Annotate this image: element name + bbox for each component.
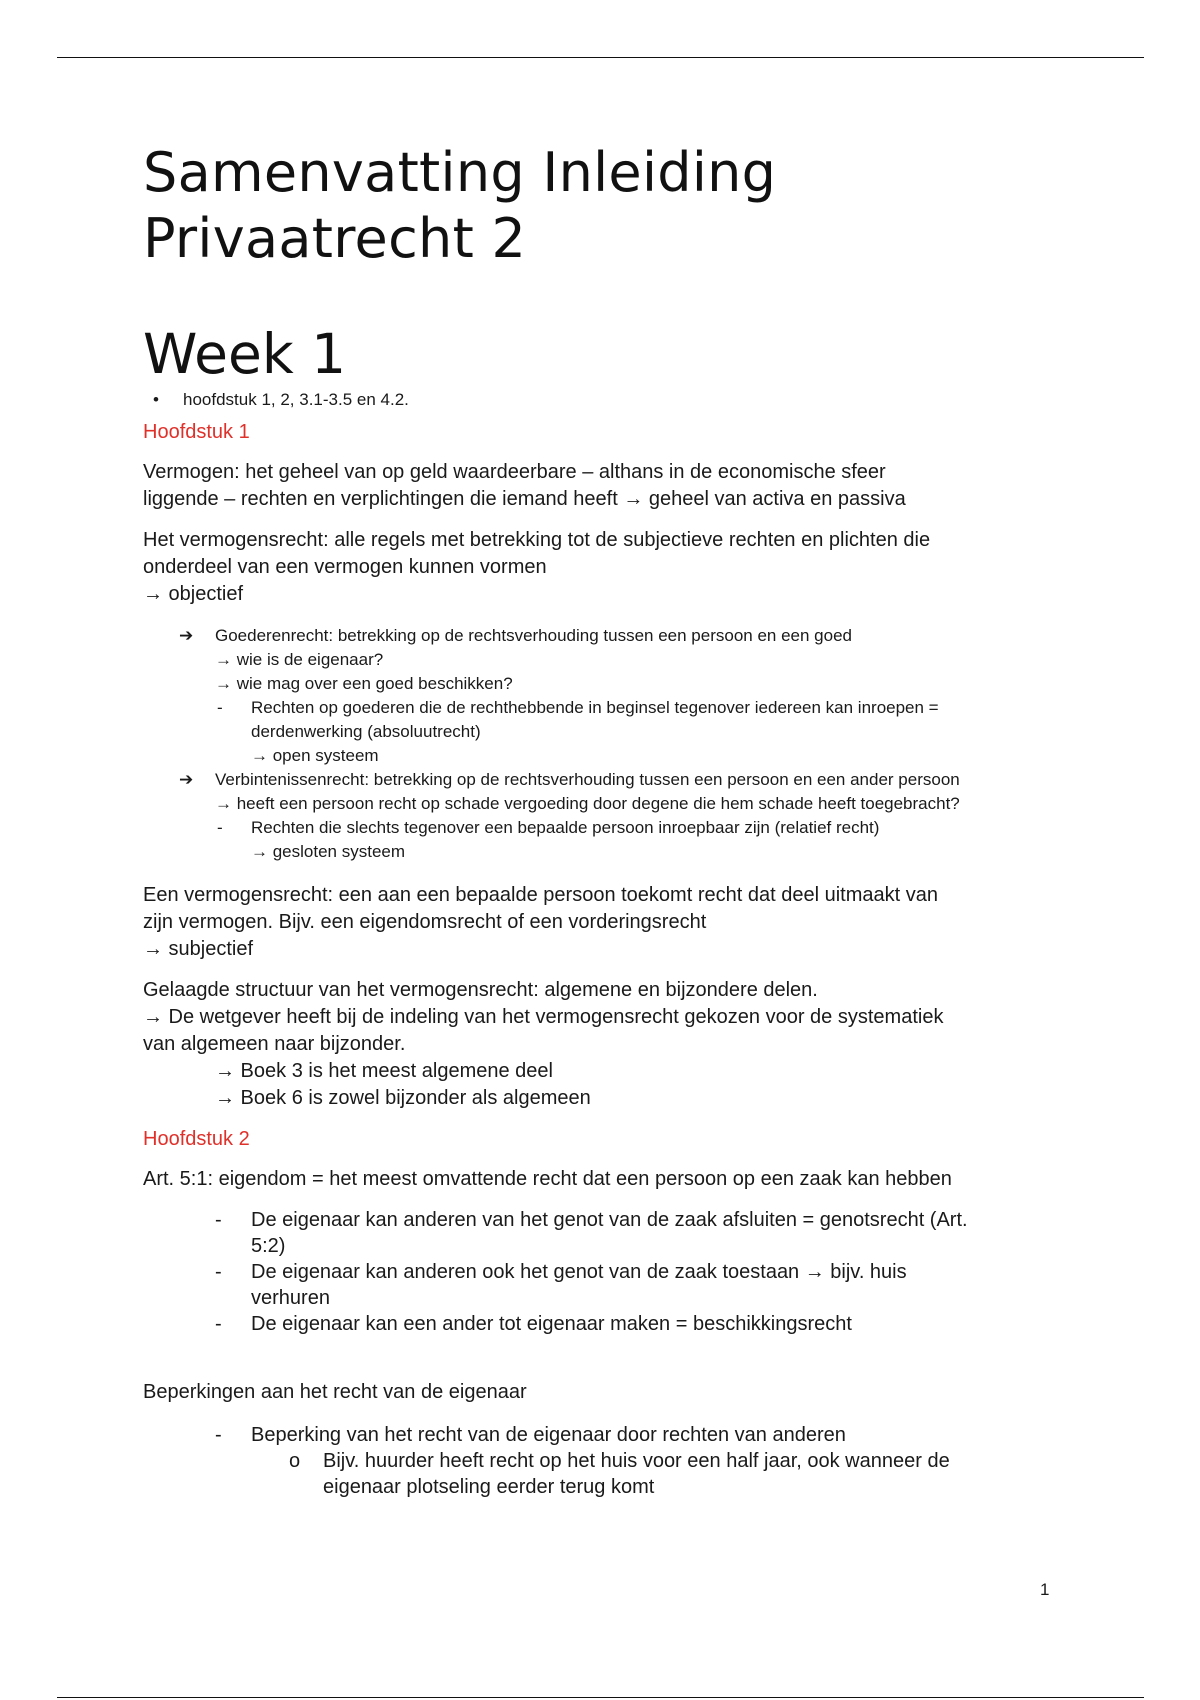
paragraph-gelaagde-structuur: Gelaagde structuur van het vermogensrecht: algemene en bijzondere delen. → De wetgever heeft bij de indeling van het vermogensrecht gekozen voor de systematiek van algemeen naar bijzonder. → Boek 3 is het meest algemene deel → Boek 6 is zowel bijzonder als algemeen xyxy=(143,977,1063,1112)
dash-marker: - xyxy=(215,1313,222,1335)
list-item: - Rechten die slechts tegenover een bepaalde persoon inroepbaar zijn (relatief recht) → gesloten systeem xyxy=(217,818,880,861)
arrow-icon: ➔ xyxy=(179,626,194,645)
week-bullet-list xyxy=(143,388,1063,412)
list-item: → Boek 3 is het meest algemene deel xyxy=(215,1060,553,1082)
list-item-goederenrecht: ➔ Goederenrecht: betrekking op de rechtsverhouding tussen een persoon en een goed xyxy=(143,624,1063,648)
dash-marker: - xyxy=(217,698,223,717)
paragraph-vermogensrecht-objectief: Het vermogensrecht: alle regels met betrekking tot de subjectieve rechten en plichten die onderdeel van een vermogen kunnen vormen → objectief xyxy=(143,529,931,605)
chapter-heading-1: Hoofdstuk 1 xyxy=(143,421,250,443)
list-item: - De eigenaar kan een ander tot eigenaar maken = beschikkingsrecht xyxy=(215,1313,852,1335)
paragraph-beperkingen: Beperkingen aan het recht van de eigenaar xyxy=(143,1381,527,1403)
list-item: - Rechten op goederen die de rechthebbende in beginsel tegenover iedereen kan inroepen = derdenwerking (absoluutrecht) → open systeem xyxy=(217,698,939,765)
paragraph-art-5-1: Art. 5:1: eigendom = het meest omvattende recht dat een persoon op een zaak kan hebben xyxy=(143,1168,952,1190)
paragraph-vermogensrecht-subjectief: Een vermogensrecht: een aan een bepaalde persoon toekomt recht dat deel uitmaakt van zijn vermogen. Bijv. een eigendomsrecht of een vorderingsrecht → subjectief xyxy=(143,884,938,960)
list-item: → wie mag over een goed beschikken? xyxy=(215,674,513,693)
week-heading: Week 1 xyxy=(143,322,347,386)
list-item-verbintenissenrecht: ➔ Verbintenissenrecht: betrekking op de rechtsverhouding tussen een persoon en een ander persoon xyxy=(143,768,1063,792)
dash-marker: - xyxy=(215,1261,222,1283)
beperkingen-list xyxy=(143,1422,1063,1500)
circle-bullet-icon: o xyxy=(289,1450,301,1472)
footer-rule xyxy=(57,1697,1144,1698)
list-item: → wie is de eigenaar? xyxy=(215,650,384,669)
arrow-icon: ➔ xyxy=(179,770,194,789)
chapter-heading-2: Hoofdstuk 2 xyxy=(143,1128,250,1150)
header-rule xyxy=(57,57,1144,58)
list-item: - Beperking van het recht van de eigenaar door rechten van anderen xyxy=(215,1424,846,1446)
dash-marker: - xyxy=(217,818,223,837)
dash-marker: - xyxy=(215,1424,222,1446)
list-item: → heeft een persoon recht op schade vergoeding door degene die hem schade heeft toegebracht? xyxy=(215,794,960,813)
dash-marker: - xyxy=(215,1209,222,1231)
list-item: - De eigenaar kan anderen ook het genot van de zaak toestaan → bijv. huis verhuren xyxy=(215,1261,907,1309)
paragraph-vermogen: Vermogen: het geheel van op geld waardeerbare – althans in de economische sfeer liggende – rechten en verplichtingen die iemand heeft → geheel van activa en passiva xyxy=(143,461,906,510)
eigenaar-list xyxy=(143,1207,1063,1337)
page-number: 1 xyxy=(1040,1580,1050,1599)
list-item: o Bijv. huurder heeft recht op het huis voor een half jaar, ook wanneer de eigenaar plotseling eerder terug komt xyxy=(289,1450,950,1498)
list-item: • hoofdstuk 1, 2, 3.1-3.5 en 4.2. xyxy=(143,388,1063,412)
sub-list-rechtsgebieden xyxy=(143,624,1063,864)
document-body xyxy=(143,140,1063,1500)
list-item: - De eigenaar kan anderen van het genot van de zaak afsluiten = genotsrecht (Art. 5:2) xyxy=(215,1209,968,1257)
document-title: Samenvatting Inleiding Privaatrecht 2 xyxy=(143,141,777,270)
list-item: → Boek 6 is zowel bijzonder als algemeen xyxy=(215,1087,591,1109)
